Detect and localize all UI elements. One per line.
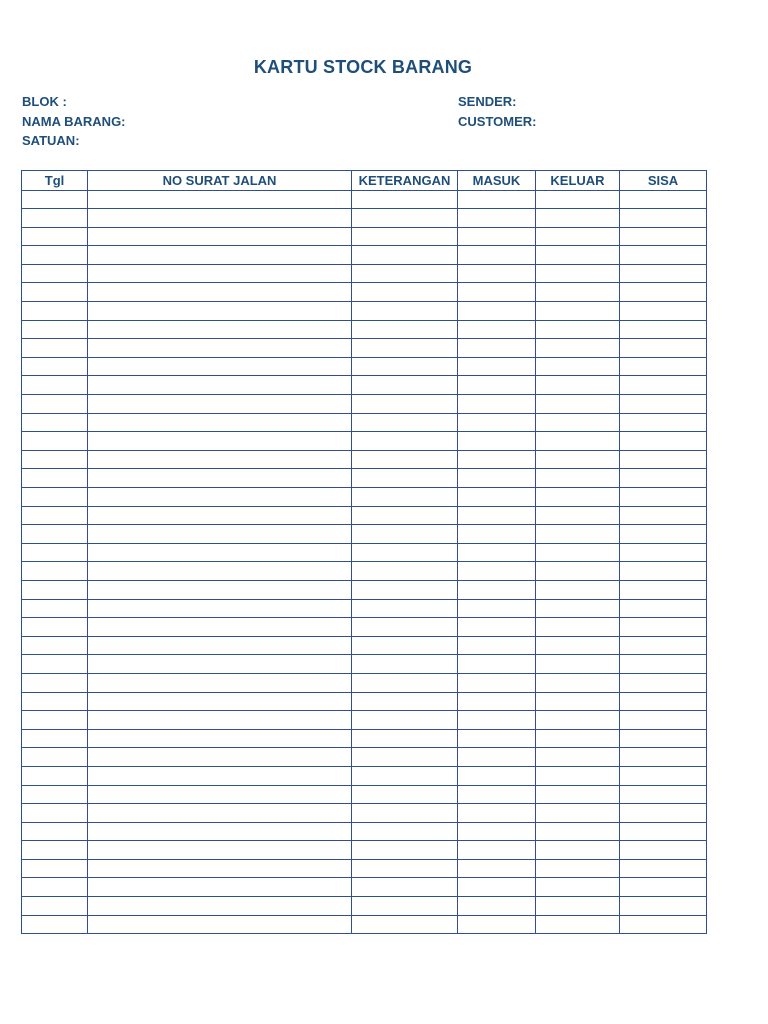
satuan-label: SATUAN: <box>22 133 80 148</box>
cell-keluar <box>536 859 620 878</box>
cell-masuk <box>458 766 536 785</box>
cell-no-surat-jalan <box>88 804 352 823</box>
cell-no-surat-jalan <box>88 915 352 934</box>
cell-tgl <box>22 729 88 748</box>
table-row <box>22 432 707 451</box>
customer-label: CUSTOMER: <box>458 113 537 129</box>
table-row <box>22 376 707 395</box>
cell-tgl <box>22 395 88 414</box>
cell-tgl <box>22 655 88 674</box>
cell-no-surat-jalan <box>88 859 352 878</box>
cell-keterangan <box>352 376 458 395</box>
cell-sisa <box>620 915 707 934</box>
blok-label: BLOK : <box>22 94 67 109</box>
cell-tgl <box>22 636 88 655</box>
cell-keluar <box>536 841 620 860</box>
cell-masuk <box>458 897 536 916</box>
cell-sisa <box>620 785 707 804</box>
cell-tgl <box>22 469 88 488</box>
sender-label: SENDER: <box>458 94 517 109</box>
cell-masuk <box>458 580 536 599</box>
table-row <box>22 915 707 934</box>
cell-no-surat-jalan <box>88 246 352 265</box>
table-row <box>22 227 707 246</box>
cell-no-surat-jalan <box>88 692 352 711</box>
cell-sisa <box>620 580 707 599</box>
cell-no-surat-jalan <box>88 413 352 432</box>
cell-tgl <box>22 320 88 339</box>
table-row <box>22 897 707 916</box>
cell-keluar <box>536 804 620 823</box>
cell-keterangan <box>352 302 458 321</box>
cell-keterangan <box>352 599 458 618</box>
cell-no-surat-jalan <box>88 525 352 544</box>
cell-sisa <box>620 227 707 246</box>
cell-sisa <box>620 729 707 748</box>
cell-no-surat-jalan <box>88 432 352 451</box>
cell-tgl <box>22 599 88 618</box>
cell-masuk <box>458 729 536 748</box>
cell-keluar <box>536 711 620 730</box>
cell-masuk <box>458 264 536 283</box>
cell-tgl <box>22 302 88 321</box>
table-row <box>22 655 707 674</box>
table-row <box>22 692 707 711</box>
cell-keterangan <box>352 841 458 860</box>
cell-sisa <box>620 804 707 823</box>
column-header-masuk: MASUK <box>458 171 536 191</box>
cell-tgl <box>22 264 88 283</box>
cell-keluar <box>536 227 620 246</box>
table-row <box>22 878 707 897</box>
cell-masuk <box>458 320 536 339</box>
cell-sisa <box>620 766 707 785</box>
cell-keluar <box>536 692 620 711</box>
cell-keluar <box>536 729 620 748</box>
cell-masuk <box>458 878 536 897</box>
cell-sisa <box>620 246 707 265</box>
cell-tgl <box>22 618 88 637</box>
cell-no-surat-jalan <box>88 655 352 674</box>
cell-no-surat-jalan <box>88 227 352 246</box>
cell-keluar <box>536 636 620 655</box>
table-row <box>22 413 707 432</box>
cell-no-surat-jalan <box>88 488 352 507</box>
table-row <box>22 785 707 804</box>
cell-keluar <box>536 506 620 525</box>
table-row <box>22 599 707 618</box>
cell-keterangan <box>352 785 458 804</box>
cell-keterangan <box>352 469 458 488</box>
cell-no-surat-jalan <box>88 339 352 358</box>
cell-keterangan <box>352 190 458 209</box>
cell-keterangan <box>352 488 458 507</box>
cell-tgl <box>22 506 88 525</box>
table-row <box>22 302 707 321</box>
cell-keterangan <box>352 711 458 730</box>
table-row <box>22 246 707 265</box>
cell-keterangan <box>352 357 458 376</box>
cell-keluar <box>536 673 620 692</box>
cell-no-surat-jalan <box>88 599 352 618</box>
table-row <box>22 450 707 469</box>
table-row <box>22 506 707 525</box>
cell-masuk <box>458 748 536 767</box>
table-row <box>22 283 707 302</box>
cell-keterangan <box>352 562 458 581</box>
column-header-keluar: KELUAR <box>536 171 620 191</box>
cell-keluar <box>536 580 620 599</box>
cell-no-surat-jalan <box>88 618 352 637</box>
cell-sisa <box>620 692 707 711</box>
cell-sisa <box>620 822 707 841</box>
cell-keluar <box>536 246 620 265</box>
cell-keluar <box>536 878 620 897</box>
cell-keterangan <box>352 506 458 525</box>
cell-no-surat-jalan <box>88 320 352 339</box>
cell-keluar <box>536 785 620 804</box>
cell-sisa <box>620 264 707 283</box>
cell-tgl <box>22 748 88 767</box>
cell-keterangan <box>352 822 458 841</box>
cell-masuk <box>458 283 536 302</box>
table-row <box>22 357 707 376</box>
cell-masuk <box>458 636 536 655</box>
cell-sisa <box>620 376 707 395</box>
table-row <box>22 636 707 655</box>
cell-masuk <box>458 618 536 637</box>
cell-masuk <box>458 357 536 376</box>
cell-masuk <box>458 227 536 246</box>
cell-no-surat-jalan <box>88 673 352 692</box>
cell-sisa <box>620 488 707 507</box>
table-row <box>22 264 707 283</box>
cell-keluar <box>536 264 620 283</box>
cell-keterangan <box>352 915 458 934</box>
table-row <box>22 822 707 841</box>
table-row <box>22 711 707 730</box>
cell-keluar <box>536 395 620 414</box>
cell-tgl <box>22 543 88 562</box>
cell-no-surat-jalan <box>88 636 352 655</box>
cell-keterangan <box>352 859 458 878</box>
table-row <box>22 339 707 358</box>
cell-keluar <box>536 562 620 581</box>
cell-no-surat-jalan <box>88 376 352 395</box>
cell-keluar <box>536 488 620 507</box>
cell-keterangan <box>352 636 458 655</box>
cell-keterangan <box>352 320 458 339</box>
cell-keterangan <box>352 227 458 246</box>
cell-masuk <box>458 413 536 432</box>
table-row <box>22 748 707 767</box>
cell-keterangan <box>352 543 458 562</box>
table-row <box>22 395 707 414</box>
table-row <box>22 766 707 785</box>
cell-no-surat-jalan <box>88 357 352 376</box>
cell-masuk <box>458 525 536 544</box>
cell-keluar <box>536 469 620 488</box>
header-right <box>458 92 536 131</box>
cell-masuk <box>458 302 536 321</box>
cell-tgl <box>22 190 88 209</box>
cell-tgl <box>22 450 88 469</box>
cell-tgl <box>22 841 88 860</box>
cell-no-surat-jalan <box>88 897 352 916</box>
cell-no-surat-jalan <box>88 748 352 767</box>
cell-keterangan <box>352 878 458 897</box>
cell-masuk <box>458 469 536 488</box>
table-row <box>22 543 707 562</box>
cell-sisa <box>620 841 707 860</box>
header-left <box>22 92 126 151</box>
table-row <box>22 804 707 823</box>
cell-masuk <box>458 655 536 674</box>
cell-masuk <box>458 562 536 581</box>
cell-tgl <box>22 692 88 711</box>
table-row <box>22 580 707 599</box>
cell-sisa <box>620 395 707 414</box>
cell-keterangan <box>352 729 458 748</box>
cell-masuk <box>458 432 536 451</box>
cell-no-surat-jalan <box>88 841 352 860</box>
cell-keluar <box>536 209 620 228</box>
table-row <box>22 729 707 748</box>
cell-tgl <box>22 562 88 581</box>
cell-sisa <box>620 283 707 302</box>
table-row <box>22 673 707 692</box>
cell-keterangan <box>352 655 458 674</box>
cell-keterangan <box>352 246 458 265</box>
cell-keluar <box>536 283 620 302</box>
cell-no-surat-jalan <box>88 302 352 321</box>
cell-keluar <box>536 599 620 618</box>
cell-masuk <box>458 488 536 507</box>
cell-masuk <box>458 915 536 934</box>
cell-keluar <box>536 766 620 785</box>
cell-sisa <box>620 673 707 692</box>
cell-keterangan <box>352 264 458 283</box>
cell-sisa <box>620 711 707 730</box>
cell-no-surat-jalan <box>88 878 352 897</box>
cell-keluar <box>536 915 620 934</box>
cell-keterangan <box>352 580 458 599</box>
cell-sisa <box>620 209 707 228</box>
cell-sisa <box>620 469 707 488</box>
cell-keluar <box>536 413 620 432</box>
table-row <box>22 618 707 637</box>
cell-sisa <box>620 320 707 339</box>
column-header-no-surat-jalan: NO SURAT JALAN <box>88 171 352 191</box>
cell-no-surat-jalan <box>88 729 352 748</box>
cell-no-surat-jalan <box>88 469 352 488</box>
cell-no-surat-jalan <box>88 543 352 562</box>
cell-no-surat-jalan <box>88 264 352 283</box>
cell-tgl <box>22 376 88 395</box>
table-row <box>22 320 707 339</box>
cell-sisa <box>620 190 707 209</box>
cell-no-surat-jalan <box>88 190 352 209</box>
cell-tgl <box>22 246 88 265</box>
nama-barang-label: NAMA BARANG: <box>22 113 126 129</box>
table-header-row <box>22 171 707 191</box>
cell-masuk <box>458 804 536 823</box>
cell-masuk <box>458 190 536 209</box>
cell-masuk <box>458 859 536 878</box>
cell-keluar <box>536 655 620 674</box>
cell-masuk <box>458 785 536 804</box>
cell-masuk <box>458 711 536 730</box>
cell-keterangan <box>352 692 458 711</box>
cell-tgl <box>22 227 88 246</box>
cell-keterangan <box>352 525 458 544</box>
cell-sisa <box>620 562 707 581</box>
cell-keterangan <box>352 432 458 451</box>
cell-no-surat-jalan <box>88 822 352 841</box>
table-row <box>22 525 707 544</box>
cell-keluar <box>536 376 620 395</box>
cell-sisa <box>620 543 707 562</box>
table-row <box>22 469 707 488</box>
cell-sisa <box>620 450 707 469</box>
cell-tgl <box>22 339 88 358</box>
cell-tgl <box>22 673 88 692</box>
cell-sisa <box>620 525 707 544</box>
cell-tgl <box>22 413 88 432</box>
cell-keterangan <box>352 339 458 358</box>
cell-tgl <box>22 283 88 302</box>
cell-sisa <box>620 618 707 637</box>
table-row <box>22 190 707 209</box>
cell-masuk <box>458 673 536 692</box>
cell-tgl <box>22 580 88 599</box>
cell-sisa <box>620 655 707 674</box>
cell-no-surat-jalan <box>88 580 352 599</box>
cell-no-surat-jalan <box>88 283 352 302</box>
cell-tgl <box>22 804 88 823</box>
table-body <box>22 190 707 934</box>
cell-keterangan <box>352 283 458 302</box>
cell-no-surat-jalan <box>88 395 352 414</box>
page-title: KARTU STOCK BARANG <box>253 57 473 77</box>
cell-no-surat-jalan <box>88 711 352 730</box>
cell-tgl <box>22 822 88 841</box>
cell-keluar <box>536 525 620 544</box>
cell-keterangan <box>352 673 458 692</box>
cell-keterangan <box>352 209 458 228</box>
cell-keluar <box>536 339 620 358</box>
cell-tgl <box>22 878 88 897</box>
cell-sisa <box>620 748 707 767</box>
cell-sisa <box>620 339 707 358</box>
cell-keluar <box>536 822 620 841</box>
cell-no-surat-jalan <box>88 766 352 785</box>
cell-keluar <box>536 543 620 562</box>
cell-keluar <box>536 190 620 209</box>
cell-sisa <box>620 859 707 878</box>
cell-keluar <box>536 357 620 376</box>
cell-no-surat-jalan <box>88 506 352 525</box>
table-row <box>22 562 707 581</box>
table-row <box>22 859 707 878</box>
cell-keterangan <box>352 804 458 823</box>
cell-keterangan <box>352 897 458 916</box>
table-row <box>22 209 707 228</box>
cell-keluar <box>536 432 620 451</box>
cell-keterangan <box>352 413 458 432</box>
cell-masuk <box>458 599 536 618</box>
cell-tgl <box>22 432 88 451</box>
cell-tgl <box>22 357 88 376</box>
column-header-keterangan: KETERANGAN <box>352 171 458 191</box>
cell-keluar <box>536 618 620 637</box>
cell-tgl <box>22 859 88 878</box>
cell-keluar <box>536 450 620 469</box>
cell-tgl <box>22 915 88 934</box>
cell-keluar <box>536 320 620 339</box>
cell-sisa <box>620 357 707 376</box>
column-header-tgl: Tgl <box>22 171 88 191</box>
cell-tgl <box>22 525 88 544</box>
cell-sisa <box>620 878 707 897</box>
cell-masuk <box>458 543 536 562</box>
cell-sisa <box>620 302 707 321</box>
cell-masuk <box>458 209 536 228</box>
column-header-sisa: SISA <box>620 171 707 191</box>
cell-masuk <box>458 450 536 469</box>
table-row <box>22 841 707 860</box>
cell-tgl <box>22 897 88 916</box>
cell-no-surat-jalan <box>88 209 352 228</box>
cell-tgl <box>22 711 88 730</box>
cell-keterangan <box>352 766 458 785</box>
cell-keluar <box>536 897 620 916</box>
cell-tgl <box>22 766 88 785</box>
cell-keterangan <box>352 450 458 469</box>
cell-sisa <box>620 897 707 916</box>
cell-sisa <box>620 636 707 655</box>
cell-keluar <box>536 302 620 321</box>
cell-masuk <box>458 692 536 711</box>
cell-keterangan <box>352 748 458 767</box>
stock-table <box>21 170 707 934</box>
cell-masuk <box>458 822 536 841</box>
cell-masuk <box>458 506 536 525</box>
cell-tgl <box>22 209 88 228</box>
cell-sisa <box>620 413 707 432</box>
cell-masuk <box>458 246 536 265</box>
cell-masuk <box>458 841 536 860</box>
cell-keluar <box>536 748 620 767</box>
cell-masuk <box>458 395 536 414</box>
cell-no-surat-jalan <box>88 785 352 804</box>
table-row <box>22 488 707 507</box>
cell-sisa <box>620 599 707 618</box>
cell-masuk <box>458 376 536 395</box>
cell-sisa <box>620 432 707 451</box>
cell-keterangan <box>352 618 458 637</box>
cell-sisa <box>620 506 707 525</box>
cell-no-surat-jalan <box>88 562 352 581</box>
cell-keterangan <box>352 395 458 414</box>
cell-masuk <box>458 339 536 358</box>
cell-no-surat-jalan <box>88 450 352 469</box>
cell-tgl <box>22 488 88 507</box>
cell-tgl <box>22 785 88 804</box>
